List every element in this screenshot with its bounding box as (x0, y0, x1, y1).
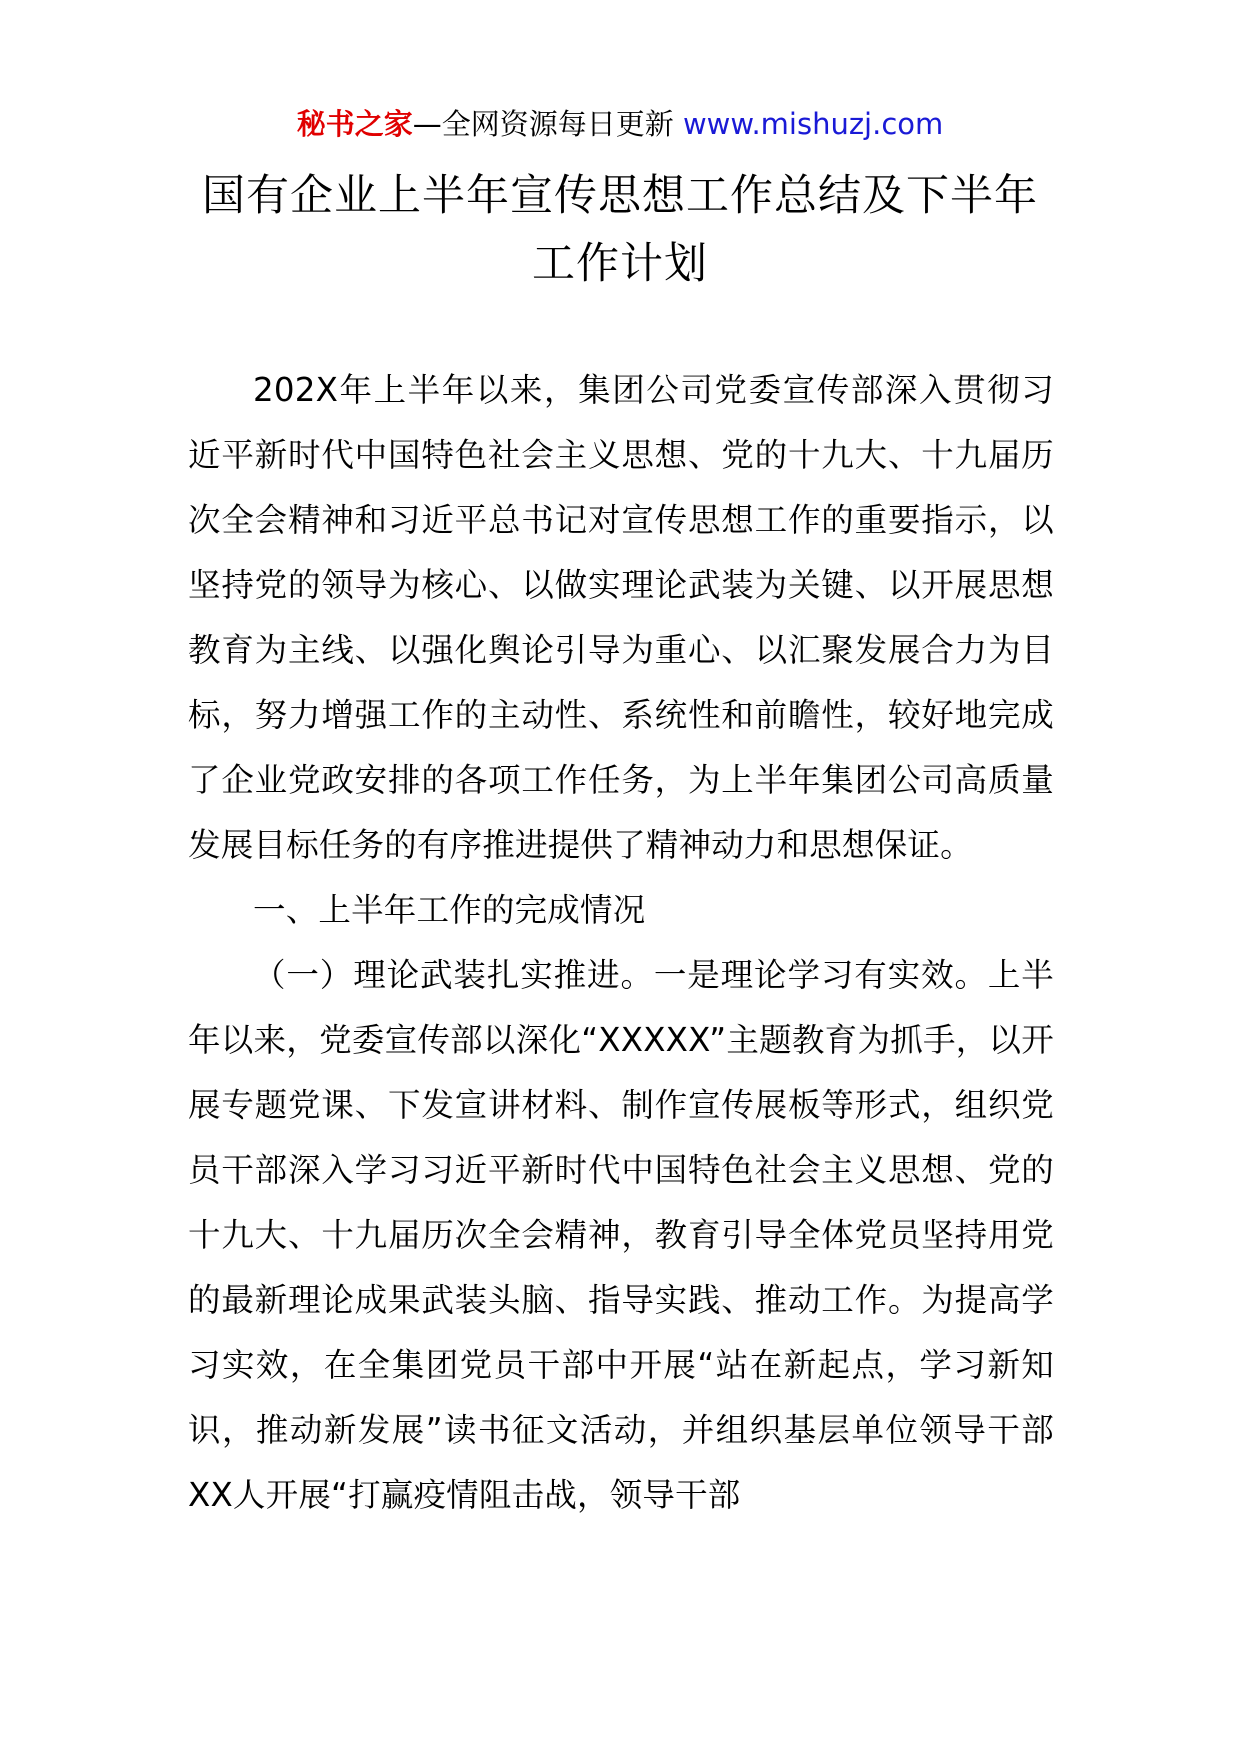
site-brand: 秘书之家 (296, 107, 413, 141)
intro-paragraph: 202X年上半年以来，集团公司党委宣传部深入贯彻习近平新时代中国特色社会主义思想、党的十九大、十九届历次全会精神和习近平总书记对宣传思想工作的重要指示，以坚持党的领导为核心、以做实理论武装为关键、以开展思想教育为主线、以强化舆论引导为重心、以汇聚发展合力为目标，努力增强工作的主动性、系统性和前瞻性，较好地完成了企业党政安排的各项工作任务，为上半年集团公司高质量发展目标任务的有序推进提供了精神动力和思想保证。 (188, 371, 1054, 864)
document-body (188, 358, 1054, 1528)
site-tagline: —全网资源每日更新 (412, 107, 683, 141)
site-url-link[interactable]: www.mishuzj.com (682, 107, 944, 141)
section-heading: 一、上半年工作的完成情况 (253, 891, 646, 929)
site-header (0, 102, 1240, 146)
subsection-paragraph: （一）理论武装扎实推进。一是理论学习有实效。上半年以来，党委宣传部以深化“XXXXX”主题教育为抓手，以开展专题党课、下发宣讲材料、制作宣传展板等形式，组织党员干部深入学习习近平新时代中国特色社会主义思想、党的十九大、十九届历次全会精神，教育引导全体党员坚持用党的最新理论成果武装头脑、指导实践、推动工作。为提高学习实效，在全集团党员干部中开展“站在新起点，学习新知识，推动新发展”读书征文活动，并组织基层单位领导干部XX人开展“打赢疫情阻击战，领导干部 (188, 956, 1054, 1514)
document-title: 国有企业上半年宣传思想工作总结及下半年工作计划 (202, 171, 1038, 289)
